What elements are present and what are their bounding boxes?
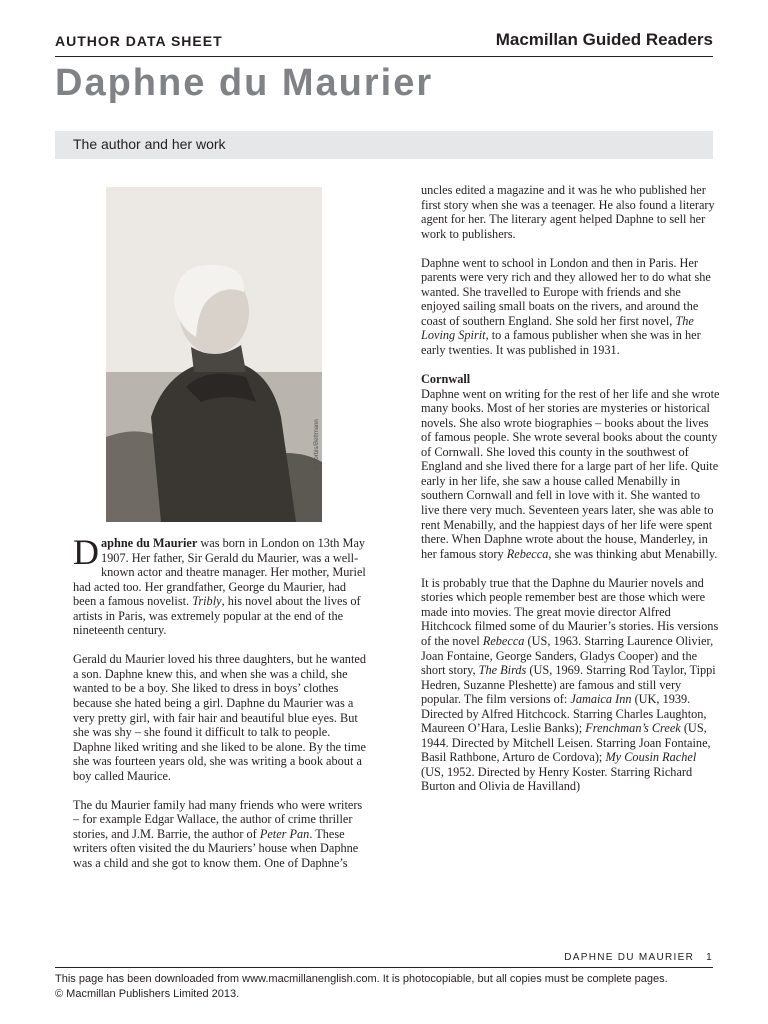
text: , his novel about the lives of artists in Paris, was extremely popular at the end of the nineteenth century.	[73, 594, 361, 638]
header-divider	[55, 56, 713, 57]
section-heading: The author and her work	[73, 136, 226, 152]
left-column	[73, 532, 367, 885]
text: was born in London on 13th May 1907. Her father, Sir Gerald du Maurier, was a well-known actor and theatre manager. Her mother, Muriel had acted too. Her grandfather, George du Maurier, had been a famous novelist.	[73, 536, 366, 609]
text: (US, 1969. Starring Rod Taylor, Tippi Hedren, Suzanne Pleshette) are famous and still very popular. The film versions of:	[421, 663, 716, 707]
text: The du Maurier family had many friends who were writers – for example Edgar Wallace, the author of crime thriller stories, and J.M. Barrie, the author of	[73, 797, 363, 841]
paragraph	[421, 387, 721, 562]
right-column	[421, 183, 721, 809]
download-note: This page has been downloaded from www.macmillanenglish.com. It is photocopiable, but all copies must be complete pages.	[55, 973, 668, 985]
paragraph: Gerald du Maurier loved his three daughters, but he wanted a son. Daphne knew this, and when she was a child, she wanted to be a boy. She liked to dress in boys’ clothes because she hated being a girl. Daphne du Maurier was a very pretty girl, with fair hair and beautiful blue eyes. But she was shy – she found it difficult to talk to people. Daphne liked writing and she liked to be alone. By the time she was fourteen years old, she was writing a book about a boy called Maurice.	[73, 652, 367, 783]
book-title: Frenchman’s Creek	[585, 721, 681, 736]
author-name-bold: aphne du Maurier	[101, 536, 198, 550]
paragraph	[421, 256, 721, 358]
text: , to a famous publisher when she was in her early twenties. It was published in 1931.	[421, 328, 701, 358]
page-number: 1	[706, 952, 713, 963]
text: It is probably true that the Daphne du Maurier novels and stories which people remember best are those which were made into movies. The great movie director Alfred Hitchcock filmed some of du Maurier’s stories. His versions of the novel	[421, 575, 719, 648]
drop-cap: D	[73, 532, 99, 572]
text: (UK, 1939. Directed by Alfred Hitchcock. Starring Charles Laughton, Maureen O’Hara, Leslie Banks);	[421, 692, 707, 736]
book-title: Rebecca	[506, 546, 549, 561]
sheet-type-label: AUTHOR DATA SHEET	[55, 33, 223, 49]
subheading: Cornwall	[421, 372, 471, 387]
paragraph	[73, 798, 367, 871]
author-photo	[106, 187, 322, 522]
text: (US, 1944. Directed by Mitchell Leisen. Starring Joan Fontaine, Basil Rathbone, Arturo de Cordova);	[421, 721, 711, 765]
book-title: The Loving Spirit	[421, 313, 694, 343]
text: Daphne went on writing for the rest of her life and she wrote many books. Most of her stories are mysteries or historical novels. She also wrote biographies – books about the lives of famous people. She wrote several books about the county of Cornwall. She loved this county in the southwest of England and she lived there for a large part of her life. Quite early in her life, she saw a house called Menabilly in southern Cornwall and fell in love with it. She wanted to live there very much. Seventeen years later, she was able to rent Menabilly, and the happiest days of her life were spent there. When Daphne wrote about the house, Manderley, in her famous story	[421, 386, 720, 561]
series-title: Macmillan Guided Readers	[495, 30, 713, 49]
photo-credit: © Corbis/Bettmann	[314, 419, 320, 470]
running-head: DAPHNE DU MAURIER	[564, 952, 695, 963]
book-title: Peter Pan	[259, 826, 310, 841]
section-heading-bar	[55, 131, 713, 159]
book-title: The Birds	[478, 663, 527, 678]
author-portrait-illustration	[106, 187, 322, 522]
copyright-note	[55, 972, 725, 1002]
paragraph: uncles edited a magazine and it was he who published her first story when she was a teenager. He also found a literary agent for her. The literary agent helped Daphne to sell her work to publishers.	[421, 183, 715, 241]
text: (US, 1963. Starring Laurence Olivier, Joan Fontaine, George Sanders, Gladys Cooper) and the short story,	[421, 633, 714, 678]
footer-divider	[55, 967, 713, 968]
book-title: Rebecca	[482, 633, 525, 648]
text: , she was thinking abut Menabilly.	[548, 546, 718, 561]
page-title: Daphne du Maurier	[55, 62, 434, 104]
paragraph	[421, 576, 721, 794]
text: Daphne went to school in London and then in Paris. Her parents were very rich and they allowed her to do what she wanted. She travelled to Europe with friends and she enjoyed sailing small boats on the rivers, and around the coast of southern England. She sold her first novel,	[421, 255, 711, 328]
book-title: Tribly	[192, 594, 222, 609]
text: (US, 1952. Directed by Henry Koster. Starring Richard Burton and Olivia de Havilland)	[421, 764, 693, 794]
paragraph	[73, 532, 367, 638]
book-title: My Cousin Rachel	[605, 750, 697, 765]
copyright-line: © Macmillan Publishers Limited 2013.	[55, 988, 240, 1000]
text: . These writers often visited the du Mauriers’ house when Daphne was a child and she got to know them. One of Daphne’s	[73, 826, 359, 871]
running-footer	[564, 952, 713, 963]
book-title: Jamaica Inn	[570, 692, 632, 707]
